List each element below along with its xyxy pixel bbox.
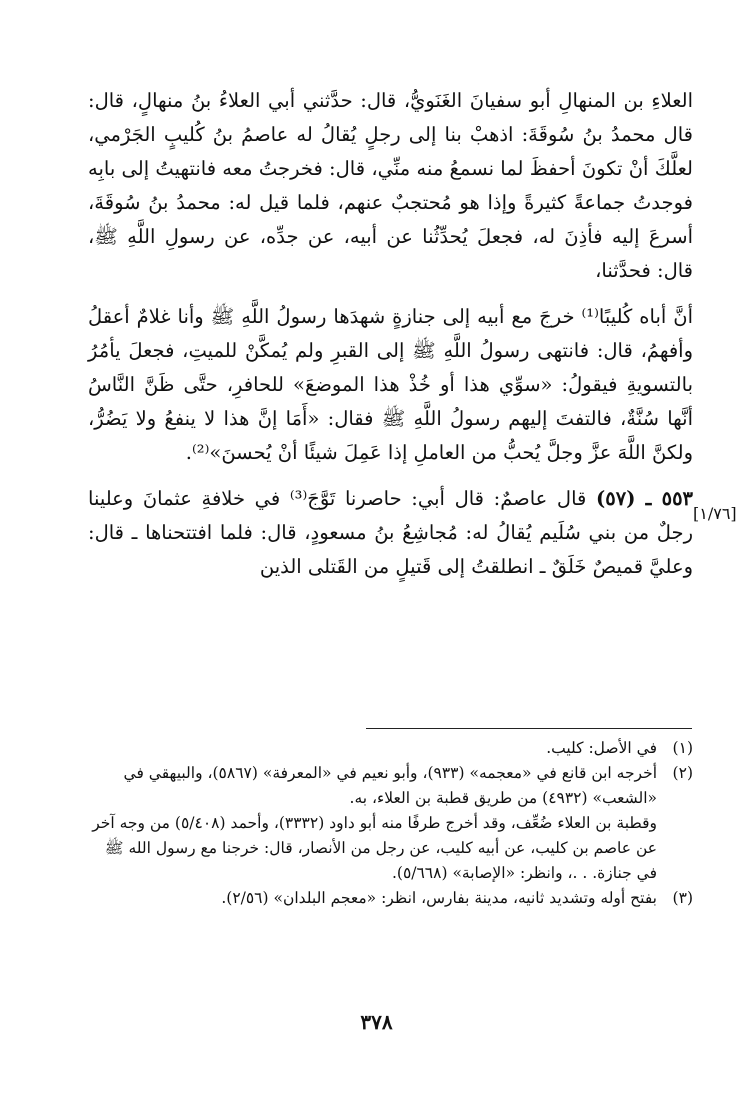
footnote-divider	[366, 728, 692, 729]
footnote-text: أخرجه ابن قانع في «معجمه» (٩٣٣)، وأبو نعيم في «المعرفة» (٥٨٦٧)، والبيهقي في «الشعب» (٤٩٣٢) من طريق قطبة بن العلاء، به.	[123, 764, 657, 807]
footnote-text: في الأصل: كليب.	[546, 739, 657, 757]
footnote-number: (٢)	[672, 764, 693, 782]
paragraph-3-text: قال عاصمٌ: قال أبي: حاصرنا تَوَّجَ⁽³⁾ في خلافةِ عثمانَ وعلينا رجلٌ من بني سُلَيم يُقالُ له: مُجاشِعُ بنُ مسعودٍ، قال: فلما افتتحناها ـ قال: وعليَّ قميصٌ خَلَقٌ ـ انطلقتُ إلى قَتيلٍ من القَتلى الذين	[88, 487, 693, 578]
paragraph-3	[88, 482, 693, 584]
footnote-1	[88, 736, 693, 761]
paragraph-1: العلاءِ بن المنهالِ أبو سفيانَ الغَنَويُّ، قال: حدَّثني أبي العلاءُ بنُ منهالٍ، قال: قال محمدُ بنُ سُوقَةَ: اذهبْ بنا إلى رجلٍ يُقالُ له عاصمُ بنُ كُليبٍ الجَرْمي، لعلَّكَ أنْ تكونَ أحفظَ لما نسمعُ منه منِّي، قال: فخرجتُ معه فانتهيتُ إلى بابِه فوجدتُ جماعةً كثيرةً وإذا هو مُحتجبٌ عنهم، فلما قيل له: محمدُ بنُ سُوقَةَ، أسرعَ إليه فأذِنَ له، فجعلَ يُحدِّثُنا عن أبيه، عن جدِّه، عن رسولِ اللَّهِ ﷺ، قال: فحدَّثنا،	[88, 89, 693, 282]
footnote-text: بفتح أوله وتشديد ثانيه، مدينة بفارس، انظر: «معجم البلدان» (٢/٥٦).	[221, 889, 657, 907]
paragraph-2: أنَّ أباه كُليبًا⁽¹⁾ خرجَ مع أبيه إلى جنازةٍ شهدَها رسولُ اللَّهِ ﷺ وأنا غلامٌ أعقلُ وأفهمُ، قال: فانتهى رسولُ اللَّهِ ﷺ إلى القبرِ ولم يُمكَّنْ للميتِ، فجعلَ يأمُرُ بالتسويةِ فيقولُ: «سوِّي هذا أو خُذْ هذا الموضعَ» للحافرِ، حتَّى ظَنَّ النَّاسُ أنَّها سُنَّةٌ، فالتفتَ إليهم رسولُ اللَّهِ ﷺ فقال: «أَمَا إنَّ هذا لا ينفعُ ولا يَضُرُّ، ولكنَّ اللَّهَ عزَّ وجلَّ يُحبُّ من العاملِ إذا عَمِلَ شيئًا أنْ يُحسنَ»⁽²⁾.	[88, 305, 693, 464]
page-number: ٣٧٨	[360, 1010, 393, 1034]
footnote-number: (٣)	[672, 889, 693, 907]
footnote-3	[88, 886, 693, 911]
footnotes	[88, 736, 693, 911]
main-text	[88, 84, 693, 584]
hadith-number: ٥٥٣ ـ (٥٧)	[596, 487, 694, 510]
footnote-2	[88, 761, 693, 811]
footnote-number: (١)	[672, 739, 693, 757]
footnote-2-continuation: وقطبة بن العلاء ضُعِّف، وقد أخرج طرفًا منه أبو داود (٣٣٣٢)، وأحمد (٥/٤٠٨) من وجه آخر عن عاصم بن كليب، عن أبيه كليب، عن رجل من الأنصار، قال: خرجنا مع رسول الله ﷺ في جنازة. . .، وانظر: «الإصابة» (٥/٦٦٨).	[92, 814, 657, 882]
volume-page-marker: [١/٧٦]	[693, 504, 737, 523]
